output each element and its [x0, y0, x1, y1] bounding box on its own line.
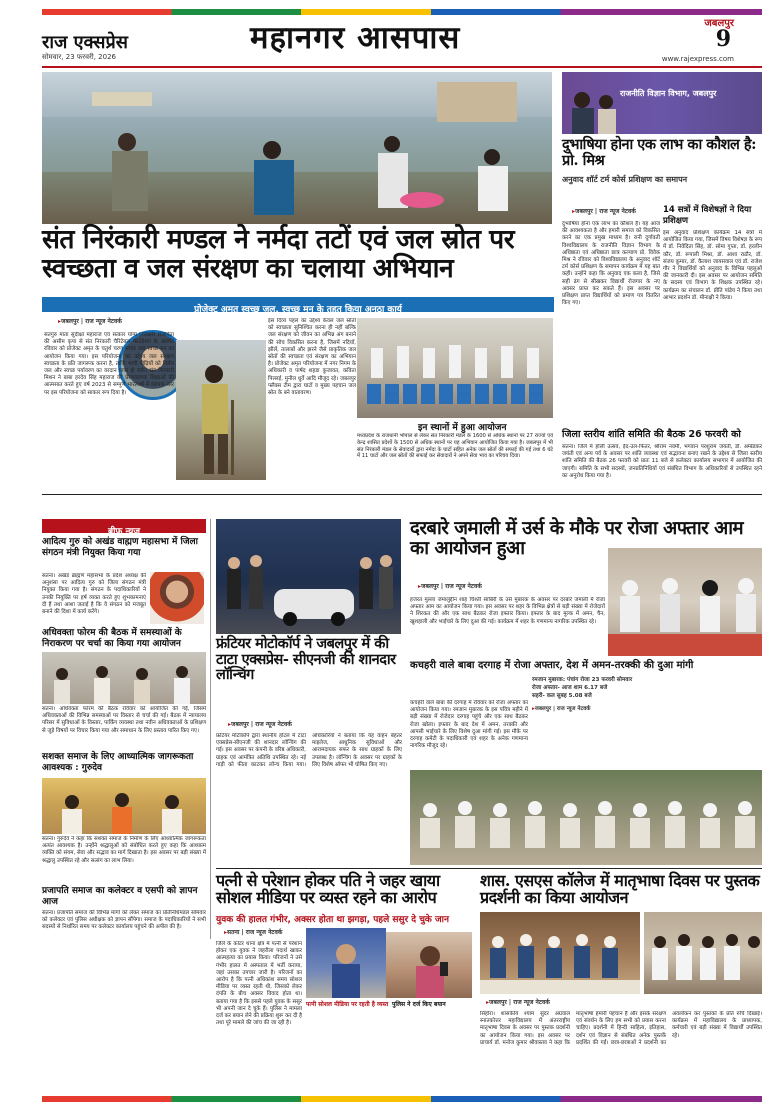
brief-item-1-body: सतना। अखंड ब्राह्मण महासभा के प्रदेश अध्यक्ष की अनुशंसा पर आदित्य गुरु को जिला संगठन मंत्री नियुक्त किया गया है। संगठन के पदाधिकारियों ने उनकी नियुक्ति पर हर्ष व्यक्त करते हुए शुभकामनाएं दी हैं तथा आशा जताई है कि वे संगठन को मजबूत बनाने की दिशा में कार्य करेंगे। — [42, 573, 146, 616]
photo-group-blue-drums — [357, 318, 553, 418]
brief-item-4-title: प्रजापति समाज का कलेक्टर व एसपी को ज्ञापन आज — [42, 886, 198, 907]
main-byline: ▸ जबलपुर | राज न्यूज नेटवर्क — [58, 317, 122, 325]
color-strip-bottom — [42, 1096, 762, 1102]
wife-body-col2 — [306, 1018, 388, 1090]
website-url[interactable]: www.rajexpress.com — [661, 55, 734, 63]
main-body-col1: सतगुरु माता सुदीक्षा महाराज एवं सत्कार योग्य निरंकारी राजपिता की असीम कृपा से संत निरंकारी चैरिटेबल फाउंडेशन के अंतर्गत रविवार को प्रोजेक्ट अमृत के चतुर्थ चरण स्वच्छ जल स्वच्छ मन का आयोजन किया गया। इस परियोजना का उद्देश्य जल संरक्षण स्वच्छता के प्रति जागरूक करना है, ताकि भावी पीढ़ियों को निर्मल जल और स्वच्छ पर्यावरण का वरदान प्राप्त हो सके। संत निरंकारी मिशन ने बाबा हरदेव सिंह महाराज की प्रेरणादायक शिक्षाओं की आत्मसात करते हुए वर्ष 2023 से सम्पूर्ण भारतवर्ष में व्यापक स्तर पर इस परियोजना को साकार रूप दिया है। — [44, 332, 174, 396]
tata-body: फ्रंटियर मोटोकॉर्प द्वारा स्थानीय होटल में टाटा एक्सप्रेस-सीएनजी की शानदार लॉन्चिंग की गई। इस अवसर पर कंपनी के वरिष्ठ अधिकारी, ग्राहक एवं आमंत्रित अतिथि उपस्थित रहे। नई गाड़ी को फीता काटकर लॉन्च किया गया। अधिकारियों ने बताया कि यह वाहन बेहतर माइलेज, आधुनिक सुविधाओं और आरामदायक सफर के साथ ग्राहकों के लिए उपलब्ध है। लॉन्चिंग के अवसर पर ग्राहकों के लिए विशेष ऑफर भी घोषित किए गए। — [216, 733, 402, 768]
right-top-headline: दुभाषिया होना एक लाभ का कौशल है: प्रो. मिश्र — [562, 136, 756, 169]
lower-divider — [216, 868, 762, 869]
main-headline: संत निरंकारी मण्डल ने नर्मदा तटों एवं जल स्रोत पर स्वच्छता व जल संरक्षण का चलाया अभियान — [42, 224, 515, 284]
sehri-time: सहरी- कल सुबह 5.08 बजे — [532, 693, 592, 699]
photo-caption-title: इन स्थानों में हुआ आयोजन — [418, 423, 507, 433]
header-rule — [42, 66, 762, 68]
photo-dargah-iftar — [410, 770, 762, 865]
main-banner: प्रोजेक्ट अमृत स्वच्छ जल, स्वच्छ मन के तहत किया अनूठा कार्य — [42, 297, 554, 312]
photo-seminar — [562, 72, 762, 134]
photo-caption-body: मध्यप्रदेश के राजधानी भोपाल से लेकर संत निरंकारी मंडल के 1600 से अधिक स्थानों पर 27 राज्यों एवं केन्द्र शासित प्रदेशों के 1500 से अधिक स्थानों पर यह अभियान आयोजित किया गया है। जबलपुर में भी संत निरंकारी मंडल के सेवादारों द्वारा नर्मदा के घाटों सहित अनेक जल स्रोतों की सफाई की गई तथा 6 घंटे में 11 घाटों और जल स्रोतों की सफाई कर सेवादारों ने अपने सेवा भाव का परिचय दिया। — [357, 433, 553, 460]
rozah-byline: ▸ जबलपुर | राज न्यूज नेटवर्क — [418, 582, 482, 590]
photo-car-launch — [216, 519, 401, 634]
sessions-box-title: 14 सत्रों में विशेषज्ञों ने दिया प्रशिक्षण — [663, 205, 752, 226]
photo-man-hospital — [306, 928, 386, 998]
rozah-body: हजरत मुल्ला जमालुद्दीन शाह चिश्ती साबिरी के उर्स मुबारक के अवसर पर दरबारे जमाली में रोजा अफ्तार आम का आयोजन किया गया। इस अवसर पर शहर के विभिन्न क्षेत्रों से बड़ी संख्या में रोजेदारों ने शिरकत की और एक साथ बैठकर रोजा इफ्तार किया। इफ्तार के बाद मुल्क में अमन, चैन, खुशहाली और भाईचारे के लिए दुआ की गई। कार्यक्रम में शहर के गणमान्य नागरिक उपस्थित रहे। — [410, 597, 605, 625]
main-body-col2: इस दिव्य पहल का उद्देश्य केवल जल स्रोतों को स्वच्छता सुनिश्चित करना ही नहीं बल्कि जल संरक्षण को जीवन का अभिन्न अंग बनाने की सोच विकसित करना है, जिसमें नदियाँ, झीलें, तालाबों और झरने जैसे प्राकृतिक जल स्रोतों की स्वच्छता एवं संरक्षण का अभियान है। प्रोजेक्ट अमृत परियोजना में नगर निगम के अधिकारी व पार्षद शहडा कुजावत, कविता पिल्लई, मुनील धुर्वे आदि मौजूद रहे। जबलपुर फ्लैक्स टीम द्वारा घाटों व मुख्य पहचान जल स्रोत के बने वातावरण। — [268, 318, 356, 397]
brief-item-1-photo — [150, 572, 204, 624]
kachahri-times — [532, 676, 662, 700]
seminar-banner-text: राजनीति विज्ञान विभाग, जबलपुर — [620, 89, 717, 98]
city-name: जबलपुर — [704, 18, 734, 29]
college-byline: ▸ जबलपुर | राज न्यूज नेटवर्क — [486, 998, 550, 1006]
brand-logo: राज एक्सप्रेस — [42, 32, 128, 53]
kachahri-headline: कचहरी वाले बाबा दरगाह में रोजा अफ्तार, देश में अमन-तरक्की की दुआ मांगी — [410, 660, 694, 671]
brief-item-3-body: सतना। गुरुदेव ने कहा कि सशक्त समाज के निर्माण के लिए आध्यात्मिक जागरूकता अत्यंत आवश्यक है। उन्होंने श्रद्धालुओं को संबोधित करते हुए कहा कि आध्यात्म व्यक्ति को संयम, सेवा और सद्भाव का मार्ग दिखाता है। इस अवसर पर बड़ी संख्या में श्रद्धालु उपस्थित रहे और सत्संग का लाभ लिया। — [42, 836, 206, 864]
wife-body-col3 — [392, 1012, 474, 1090]
photo-volunteer-cleaning — [176, 340, 266, 480]
section-title: महानगर आसपास — [250, 20, 461, 56]
brief-item-3-photo — [42, 778, 206, 834]
wife-subtitle: पुलिस ने दर्ज किए बयान — [392, 1001, 446, 1008]
tata-headline: फ्रंटियर मोटोकॉर्प ने जबलपुर में की टाटा एक्सप्रेस- सीएनजी की शानदार लॉन्चिंग — [216, 635, 396, 684]
section-divider — [42, 494, 762, 495]
issue-date: सोमवार, 23 फरवरी, 2026 — [42, 53, 116, 61]
wife-headline: पत्नी से परेशान होकर पति ने जहर खाया सोशल मीडिया पर व्यस्त रहने का आरोप — [216, 871, 440, 908]
right-top-byline: ▸ जबलपुर | राज न्यूज नेटवर्क — [572, 207, 636, 215]
brief-item-3-title: सशक्त समाज के लिए आध्यात्मिक जागरूकता आवश्यक : गुरुदेव — [42, 752, 194, 773]
rozah-headline: दरबारे जमाली में उर्स के मौके पर रोजा अफ्तार आम का आयोजन हुआ — [410, 518, 744, 559]
wife-byline: ▸ सतना | राज न्यूज नेटवर्क — [224, 928, 282, 936]
wife-body: जिले के कोटर थाना क्षेत्र में पत्नी से परेशान होकर एक युवक ने जहरीला पदार्थ खाकर आत्महत्या का प्रयास किया। परिजनों ने उसे गंभीर हालत में अस्पताल में भर्ती कराया, जहां उसका उपचार जारी है। परिजनों का आरोप है कि पत्नी अधिकांश समय सोशल मीडिया पर व्यस्त रहती थी, जिसको लेकर दंपति के बीच अक्सर विवाद होता था। बताया गया है कि इससे पहले युवक के ससुर भी अपनी जान दे चुके हैं। पुलिस ने मामला दर्ज कर बयान लेने की प्रक्रिया शुरू कर दी है तथा पूरे मामले की जांच की जा रही है। — [216, 941, 302, 1027]
color-strip-top — [42, 9, 762, 15]
photo-woman-phone — [386, 932, 472, 998]
main-photo-river-cleanup — [42, 72, 552, 224]
brief-item-2-body: सतना। अधिवक्ता फोरम की बैठक रविवार को आयोजित की गई, जिसमें अधिवक्ताओं की विभिन्न समस्याओं पर विस्तार से चर्चा की गई। बैठक में न्यायालय परिसर में सुविधाओं के विस्तार, पार्किंग व्यवस्था तथा नवीन अधिवक्ताओं के प्रशिक्षण से जुड़े विषयों पर विचार किया गया और समाधान के लिए प्रस्ताव पारित किए गए। — [42, 706, 206, 734]
meeting-body: सतना। जिले में होली उत्सव, ईद-उल-फितर, श्रीराम नवमी, भगवान परशुराम जयंती, डॉ. अम्बेडकर जयंती एवं अन्य पर्व के अवसर पर शांति व्यवस्था एवं सद्भावना बनाए रखने के उद्देश्य से जिला स्तरीय शांति समिति की बैठक 26 फरवरी को प्रातः 11 बजे से कलेक्टर कार्यालय सभागार में आयोजित की जाएगी। समिति के सभी सदस्यों, जनप्रतिनिधियों एवं संबंधित विभाग के अधिकारियों से उपस्थित रहने का अनुरोध किया गया है। — [562, 444, 762, 479]
page-number: 9 — [715, 26, 731, 52]
brief-item-4-body: सतना। प्रजापति समाज की विभिन्न मांगों को लेकर समाज का प्रतिनिधिमंडल सोमवार को कलेक्टर एवं पुलिस अधीक्षक को ज्ञापन सौंपेगा। समाज के पदाधिकारियों ने सभी सदस्यों से निर्धारित समय पर कलेक्टर कार्यालय पहुंचने की अपील की है। — [42, 910, 206, 931]
college-body: सिहोरा। शासकीय श्याम सुंदर अग्रवाल स्नातकोत्तर महाविद्यालय में अंतरराष्ट्रीय मातृभाषा दिवस के अवसर पर पुस्तक प्रदर्शनी का आयोजन किया गया। इस अवसर पर प्राचार्य डॉ. मनोज कुमार श्रीवास्तव ने कहा कि मातृभाषा हमारी पहचान है और इसके संरक्षण एवं संवर्धन के लिए हम सभी को प्रयास करना चाहिए। प्रदर्शनी में हिन्दी साहित्य, इतिहास, दर्शन एवं विज्ञान से संबंधित अनेक पुस्तकें प्रदर्शित की गईं। छात्र-छात्राओं ने प्रदर्शनी का अवलोकन कर पुस्तकों के प्रति रुचि दिखाई। कार्यक्रम में महाविद्यालय के प्राध्यापक, कर्मचारी एवं बड़ी संख्या में विद्यार्थी उपस्थित रहे। — [480, 1011, 762, 1046]
sehri-label: रमजान मुबारक: पंचांग रोजा 23 फरवरी सोमवार — [532, 677, 633, 683]
kachahri-body-cont — [532, 714, 762, 764]
brief-news-label: ब्रीफ न्यूज — [42, 519, 206, 533]
meeting-headline: जिला स्तरीय शांति समिति की बैठक 26 फरवरी को — [562, 429, 741, 440]
kachahri-byline: ▸ जबलपुर | राज न्यूज नेटवर्क — [532, 704, 591, 712]
college-headline: शास. एसएस कॉलेज में मातृभाषा दिवस पर पुस्तक प्रदर्शनी का किया आयोजन — [480, 871, 760, 908]
sessions-box-body: इस अनुवाद प्रशिक्षण कार्यक्रम 14 सत्रों में आयोजित किया गया, जिसमें विषय विशेषज्ञ के रूप में डॉ. निवेदिता सिंह, डॉ. सोमा गुप्ता, डॉ. हरलीन कौर, डॉ. रूपाली मिश्रा, डॉ. आशा राठौर, डॉ. संजय कुमार, डॉ. कैलाश जायसवाल एवं डॉ. राजेश गौर ने विद्यार्थियों को अनुवाद के विभिन्न पहलुओं की जानकारी दी। इस अवसर पर आयोजन समिति के सदस्य एवं विभाग के शिक्षक उपस्थित रहे। कार्यक्रम का संचालन डॉ. प्रीति पांडेय ने किया तथा आभार प्रदर्शन डॉ. मीनाक्षी ने किया। — [663, 230, 762, 301]
wife-subhead: युवक की हालत गंभीर, अक्सर होता था झगड़ा, पहले ससुर दे चुके जान — [216, 915, 449, 925]
iftar-time: रोजा अफ्तार- आज शाम 6.17 बजे — [532, 685, 608, 691]
right-top-subhead: अनुवाद शॉर्ट टर्म कोर्स प्रशिक्षण का समापन — [562, 175, 688, 184]
brief-item-1-title: आदित्य गुरु को अखंड वाह्मण महासभा में जिला संगठन मंत्री नियुक्त किया गया — [42, 537, 198, 558]
brief-item-2-photo — [42, 652, 206, 704]
photo-college-students — [644, 912, 762, 994]
brief-column-divider — [210, 519, 211, 939]
right-top-body: दुभाषिया होना एक लाभ का कौशल है। यह आज की आवश्यकता है और हमारी समाज को विकसित करने का एक प्रमुख माध्यम है। रानी दुर्गावती विश्वविद्यालय के राजनीति विज्ञान विभाग के अधिष्ठाता एवं अधिष्ठाता छात्र कल्याण प्रो. विवेक मिश्र ने रविवार को विश्वविद्यालय के अनुवाद शॉर्ट टर्म कोर्स प्रशिक्षण के समापन कार्यक्रम में यह बात कही। उन्होंने कहा कि अनुवाद एक कला है, जिसे सही ढंग से सीखकर विद्यार्थी रोजगार के नए अवसर प्राप्त कर सकते हैं। इस अवसर पर प्रशिक्षण प्राप्त विद्यार्थियों को प्रमाण पत्र वितरित किए गए। — [562, 221, 660, 307]
brief-item-2-title: अधिवक्ता फोरम की बैठक में समस्याओं के निराकरण पर चर्चा का किया गया आयोजन — [42, 628, 182, 649]
photo-book-exhibition — [480, 912, 640, 994]
tata-byline: ▸ जबलपुर | राज न्यूज नेटवर्क — [228, 720, 292, 728]
kachahri-body: कचहरी वाले बाबा की दरगाह में रविवार को रोजा अफ्तार का आयोजन किया गया। रमजान मुबारक के इस पवित्र महीने में बड़ी संख्या में रोजेदार दरगाह पहुंचे और एक साथ बैठकर रोजा खोला। इफ्तार के बाद देश में अमन, तरक्की और आपसी भाईचारे के लिए विशेष दुआ मांगी गई। इस मौके पर दरगाह कमेटी के पदाधिकारी एवं शहर के अनेक गणमान्य नागरिक मौजूद रहे। — [410, 700, 528, 750]
photo-iftar-gathering — [608, 548, 762, 656]
wife-caption-title: पत्नी सोशल मीडिया पर रहती है व्यस्त — [306, 1001, 389, 1008]
